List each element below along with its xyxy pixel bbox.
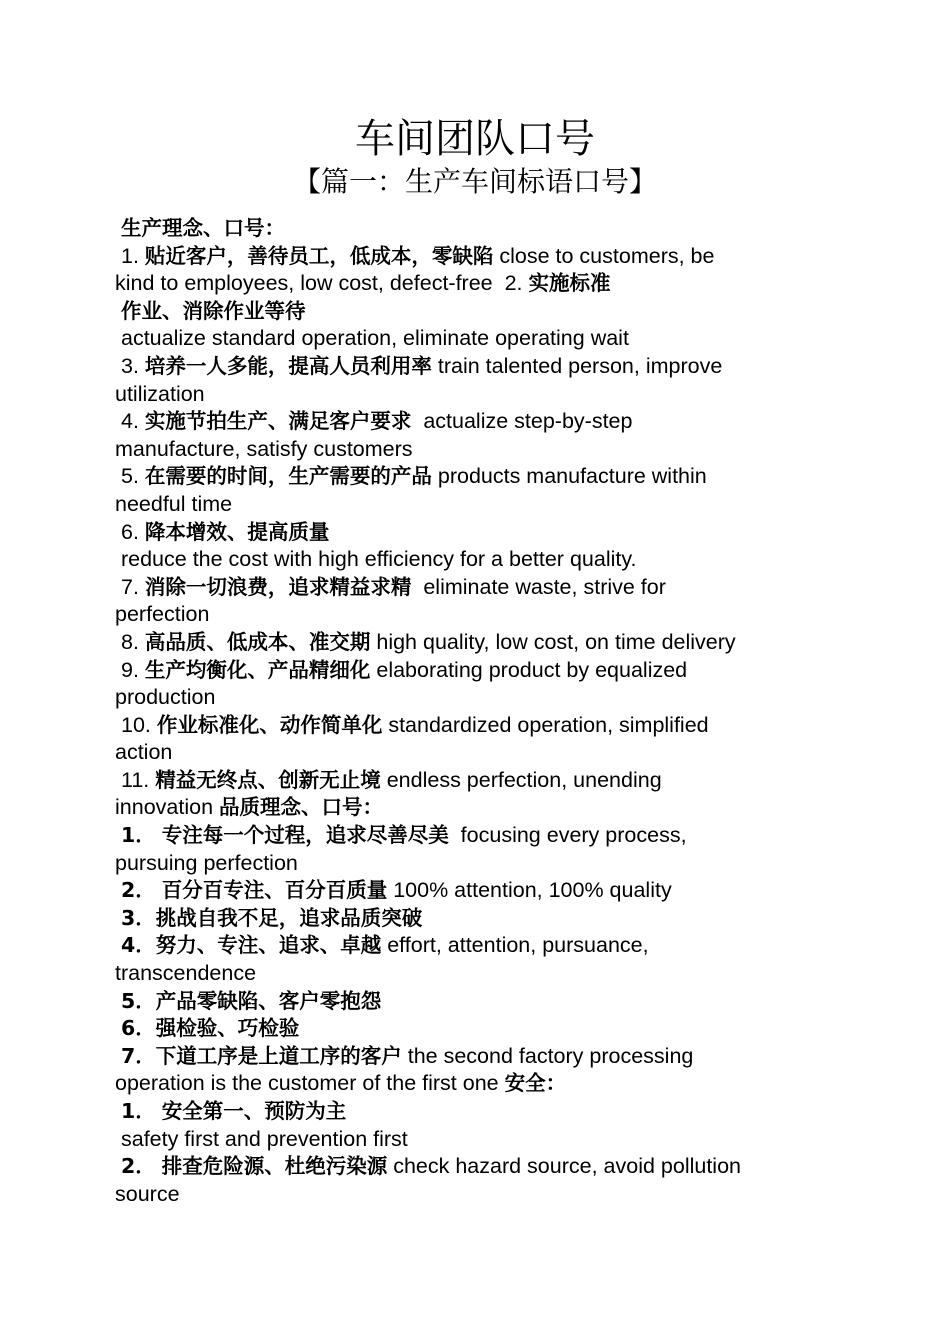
text-run: train talented person, improve utilization <box>115 353 723 406</box>
text-run: actualize step-by-step manufacture, satisfy customers <box>115 409 633 461</box>
bold-text-run: 消除一切浪费，追求精益求精 <box>144 574 412 599</box>
page-title: 车间团队口号 <box>355 116 595 162</box>
bold-text-run: 1． <box>120 823 156 848</box>
bold-text-run: 作业标准化、动作简单化 <box>156 712 383 737</box>
text-run: endless perfection, unending innovation <box>115 767 662 820</box>
bold-text-run: 培养一人多能，提高人员利用率 <box>144 353 432 378</box>
bold-text-run: 6．强检验、巧检验 <box>120 1016 300 1041</box>
text-run: high quality, low cost, on time delivery <box>376 629 736 654</box>
text-run: eliminate waste, strive for perfection <box>115 574 666 627</box>
text-run: 4. <box>120 409 145 434</box>
text-run: 6. <box>120 519 145 544</box>
text-run: 1. <box>120 243 145 268</box>
text-run: effort, attention, pursuance, transcendence <box>115 933 649 986</box>
bold-text-run: 安全第一、预防为主 <box>161 1099 347 1123</box>
bold-text-run: 精益无终点、创新无止境 <box>155 767 381 792</box>
bold-text-run: 安全： <box>504 1071 567 1096</box>
text-run: 5. <box>120 464 145 489</box>
text-run: 10. <box>120 712 157 737</box>
text-run: close to customers, be kind to employees, low cost, defect-free 2. <box>115 243 715 296</box>
bold-text-run: 生产理念、口号： <box>120 216 285 240</box>
text-run: standardized operation, simplified action <box>115 712 709 765</box>
text-run: safety first and prevention first <box>120 1126 408 1151</box>
bold-text-run: 百分百专注、百分百质量 <box>161 878 388 903</box>
text-run: 100% attention, 100% quality <box>393 878 672 903</box>
bold-text-run: 高品质、低成本、准交期 <box>144 629 371 654</box>
bold-text-run: 实施标准 <box>528 271 611 296</box>
text-run: focusing every process, pursuing perfection <box>115 823 687 875</box>
text-run: 7. <box>120 574 145 599</box>
bold-text-run: 降本增效、提高质量 <box>144 519 330 544</box>
bold-text-run: 5．产品零缺陷、客户零抱怨 <box>120 988 382 1013</box>
bold-text-run: 实施节拍生产、满足客户要求 <box>144 409 412 434</box>
page-subtitle: 【篇一：生产车间标语口号】 <box>292 165 657 198</box>
body-text <box>115 215 830 1208</box>
text-run: actualize standard operation, eliminate operating wait <box>120 326 629 351</box>
bold-text-run: 2． <box>120 878 156 903</box>
bold-text-run: 生产均衡化、产品精细化 <box>144 657 371 682</box>
bold-text-run: 贴近客户，善待员工，低成本，零缺陷 <box>144 243 494 268</box>
bold-text-run: 2． <box>120 1154 156 1179</box>
text-run: 3. <box>120 353 145 378</box>
text-run: 9. <box>120 657 145 682</box>
bold-text-run: 品质理念、口号： <box>219 795 383 820</box>
bold-text-run: 作业、消除作业等待 <box>120 298 306 323</box>
bold-text-run: 7．下道工序是上道工序的客户 <box>120 1043 402 1068</box>
text-run: reduce the cost with high efficiency for a better quality. <box>120 547 637 572</box>
text-run: products manufacture within needful time <box>115 464 707 516</box>
bold-text-run: 专注每一个过程，追求尽善尽美 <box>161 823 449 848</box>
text-run: elaborating product by equalized production <box>115 657 688 710</box>
bold-text-run: 在需要的时间，生产需要的产品 <box>144 464 432 489</box>
bold-text-run: 排查危险源、杜绝污染源 <box>161 1154 388 1179</box>
bold-text-run: 1． <box>120 1099 156 1123</box>
text-run: 8. <box>120 629 145 654</box>
text-run: the second factory processing operation is the customer of the first one <box>115 1043 694 1096</box>
text-run: 11. <box>120 767 156 792</box>
bold-text-run: 4．努力、专注、追求、卓越 <box>120 933 382 958</box>
bold-text-run: 3．挑战自我不足，追求品质突破 <box>120 905 423 930</box>
text-run: check hazard source, avoid pollution source <box>115 1154 741 1206</box>
